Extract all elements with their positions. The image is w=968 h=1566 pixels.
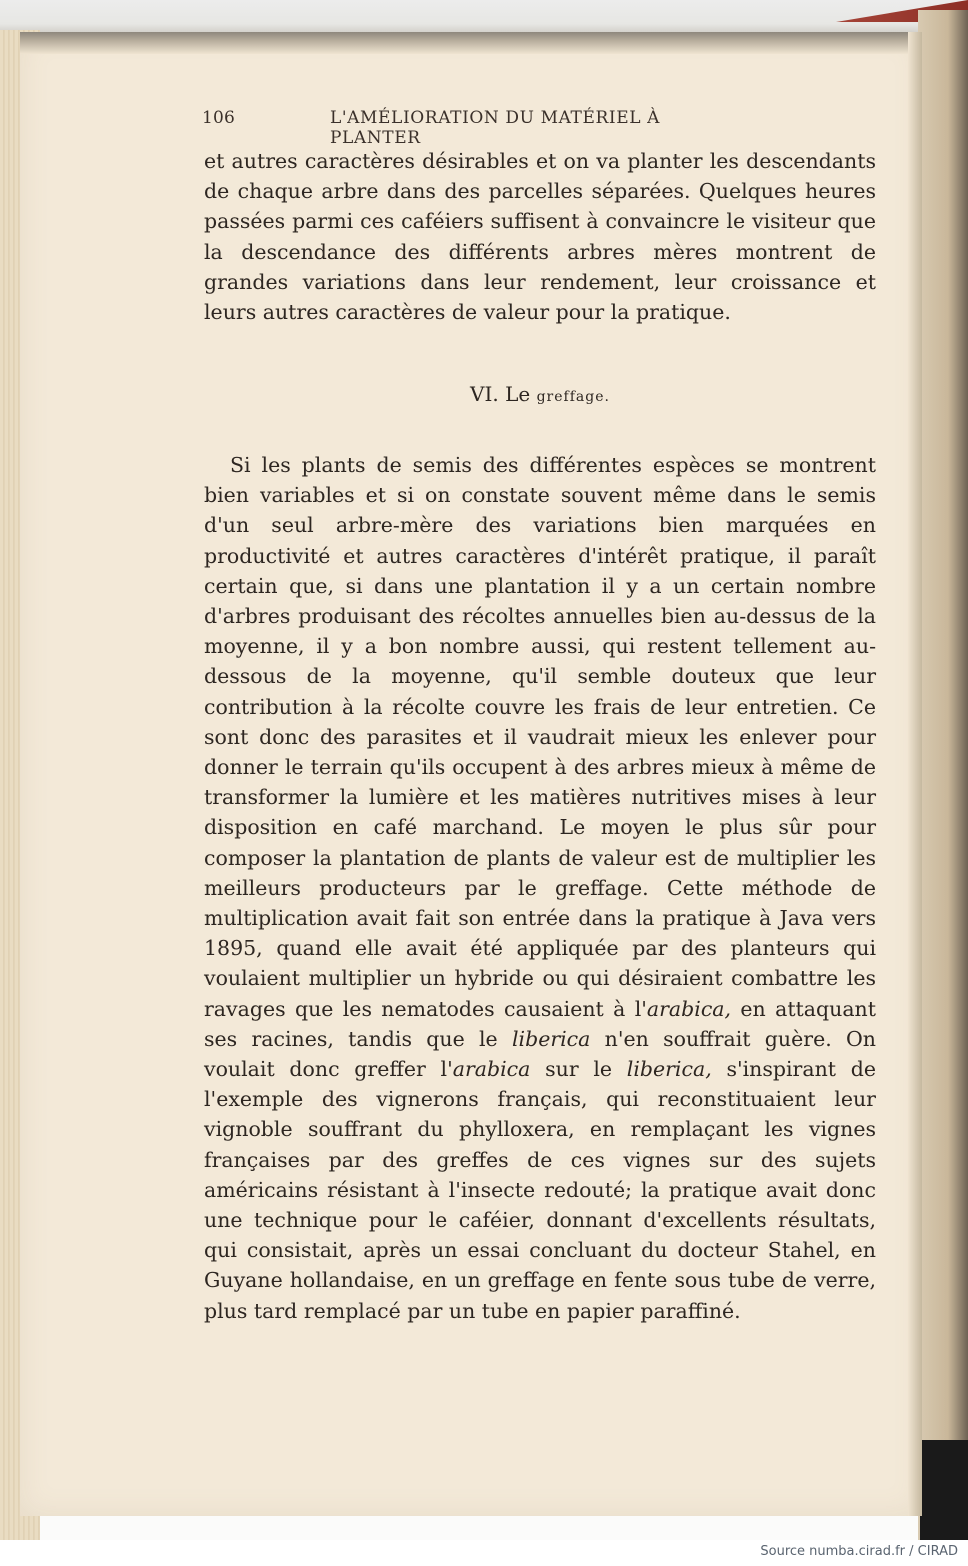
top-shadow [0,0,968,34]
paragraph-text: n'en souffrait guère. On voulait donc greffer l' [204,1026,876,1082]
italic-term: arabica, [646,996,732,1021]
paragraph-text: Si les plants de semis des différentes espèces se montrent bien variables et si on constate souvent même dans le semis d'un seul arbre-mère des variations bien marquées en productivité et autres caractères d'intérêt pratique, il paraît certain que, si dans une plantation il y a un certain nombre d'arbres produisant des récoltes annuelles bien au-dessus de la moyenne, il y a bon nombre aussi, qui restent tellement au-dessous de la moyenne, qu'il semble douteux que leur contribution à la récolte couvre les frais de leur entretien. Ce sont donc des parasites et il vaudrait mieux les enlever pour donner le terrain qu'ils occupent à des arbres mieux à même de transformer la lumière et les matières nutritives mises à leur disposition en café marchand. Le moyen le plus sûr pour composer la plantation de plants de valeur est de multiplier les meilleurs producteurs par le greffage. Cette méthode de multiplication avait fait son entrée dans la pratique à Java vers 1895, quand elle avait été appliquée par des planteurs qui voulaient multiplier un hybride ou qui désiraient combattre les ravages que les nematodes causaient à l' [204,453,876,1021]
italic-term: liberica, [626,1057,712,1082]
running-header [202,108,722,148]
italic-term: liberica [511,1026,591,1051]
paragraph-continuation: et autres caractères désirables et on va planter les descendants de chaque arbre dans des parcelles séparées. Quelques heures passées parmi ces caféiers suffisent à convaincre le visiteur que la descendance des différents arbres mères montrent de grandes variations dans leur rendement, leur croissance et leurs autres caractères de valeur pour la pratique. [204,149,876,325]
section-heading [204,382,876,406]
paragraph-text: en attaquant ses racines, tandis que le [204,996,877,1051]
book-page [20,32,922,1516]
page-number: 106 [202,108,236,128]
dark-background-corner [920,1440,968,1540]
running-title: L'AMÉLIORATION DU MATÉRIEL À PLANTER [330,108,660,148]
section-number: VI. [470,382,499,406]
section-title-first: Le [505,382,531,406]
italic-term: arabica [452,1057,531,1082]
right-page-edge [918,10,968,1540]
source-credit: Source numba.cirad.fr / CIRAD [760,1544,958,1559]
section-title-rest: greffage. [536,389,610,405]
paragraph-text: sur le [530,1057,627,1082]
page-top-edge [20,32,922,54]
page-right-edge [908,32,922,1516]
paragraph-greffage [204,450,876,1326]
paragraph-text: s'inspirant de l'exemple des vignerons français, qui reconstituaient leur vignoble souffrant du phylloxera, en remplaçant les vignes françaises par des greffes de ces vignes sur des sujets américains résistant à l'insecte redouté; la pratique avait donc une technique pour le caféier, donnant d'excellents résultats, qui consistait, après un essai concluant du docteur Stahel, en Guyane hollandaise, en un greffage en fente sous tube de verre, plus tard remplacé par un tube en papier paraffiné. [204,1057,876,1323]
